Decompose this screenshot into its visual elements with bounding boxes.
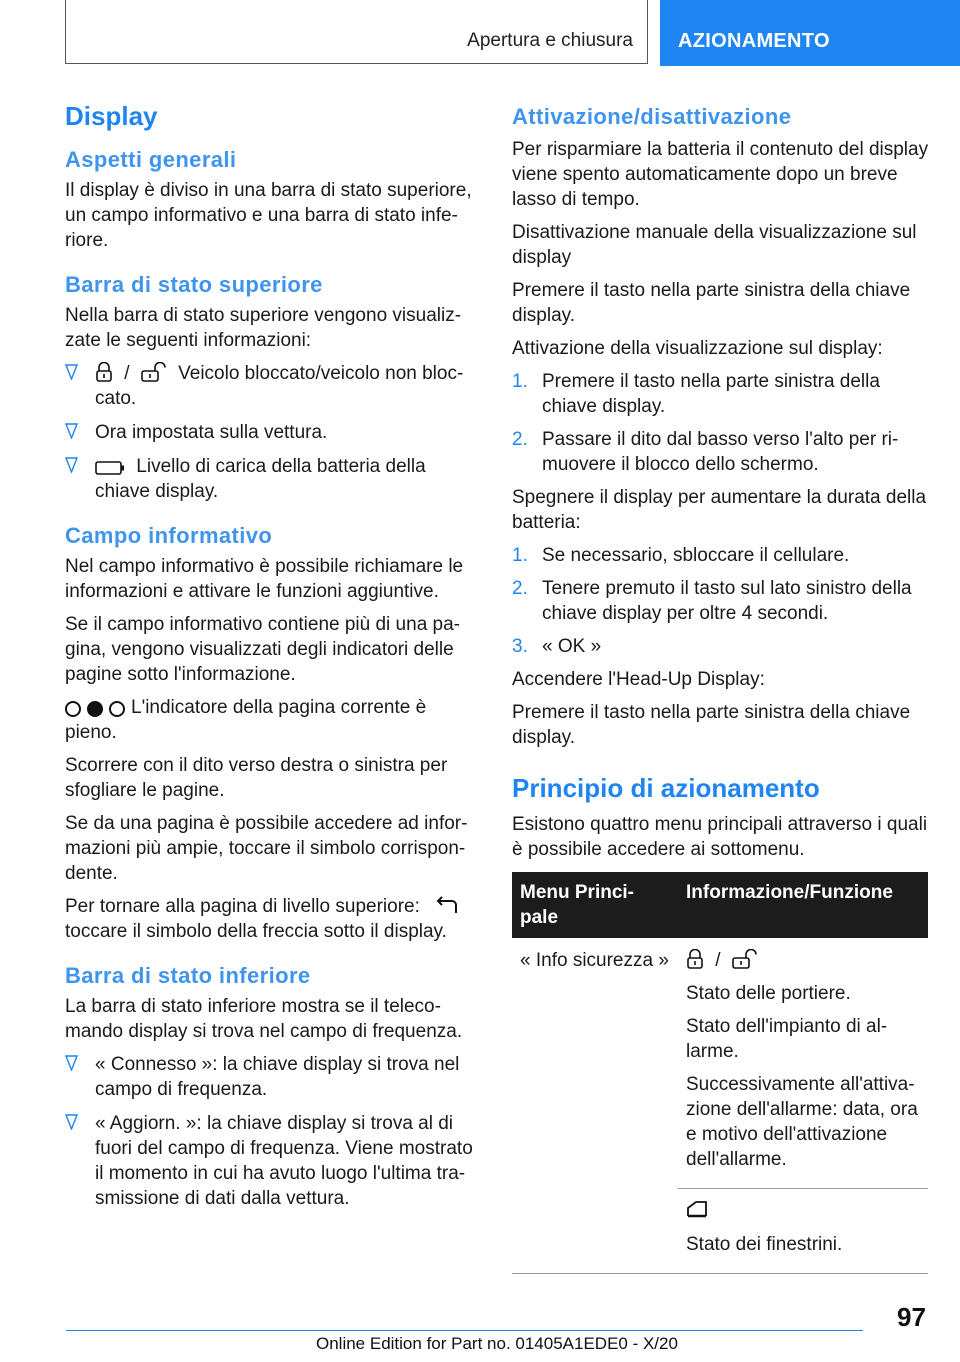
footer-divider [66,1330,863,1331]
list-item [512,543,930,568]
step-text: Tenere premuto il tasto sul lato sinistro della chiave display per oltre 4 secondi. [542,578,912,624]
window-icon [686,1200,710,1220]
list-item [512,369,930,419]
left-column [65,100,483,1221]
lock-open-icon [141,362,167,382]
table-cell-menu [512,938,678,1189]
info-text-2: Se il campo informativo contiene più di una pa-gina, vengono visualizzati degli indicatori delle pagine sotto l'informazione. [65,614,461,685]
top-status-text: Nella barra di stato superiore vengono visualiz-zate le seguenti informazioni: [65,305,462,351]
list-item-text: « Connesso »: la chiave display si trova nel campo di frequenza. [95,1054,460,1100]
activation-text-2: Disattivazione manuale della visualizzazione sul display [512,222,917,268]
bullet-triangle-icon [65,423,78,439]
list-item [65,1111,483,1211]
top-status-list [65,361,483,504]
activation-text-3: Premere il tasto nella parte sinistra della chiave display. [512,280,911,326]
page-dot-empty-icon [65,701,81,717]
info-text-6a: Per tornare alla pagina di livello superiore: [65,896,420,917]
step-number: 3. [512,636,528,657]
info-text-3: L'indicatore della pagina corrente è pieno. [65,697,427,743]
function-line: Stato dei finestrini. [686,1234,843,1255]
header-section-box [65,0,648,64]
bullet-triangle-icon [65,457,78,473]
table-header-menu: Menu Princi-pale [512,872,678,938]
list-item [65,361,483,411]
activation-text-7: Premere il tasto nella parte sinistra della chiave display. [512,702,911,748]
heading-bottom-status-bar: Barra di stato inferiore [65,963,311,988]
info-text-3-row [65,695,483,745]
heading-general: Aspetti generali [65,147,237,172]
bottom-status-text: La barra di stato inferiore mostra se il teleco-mando display si trova nel campo di frequenza. [65,996,463,1042]
table-row [512,1189,928,1274]
table-cell-function [678,1189,928,1274]
heading-operating-principle: Principio di azionamento [512,773,820,803]
info-text-6-row [65,894,483,944]
table-row [512,938,928,1189]
list-item [65,420,483,445]
page-title: Display [65,101,158,131]
step-number: 1. [512,545,528,566]
header-chapter-title: AZIONAMENTO [678,30,830,52]
bullet-triangle-icon [65,1114,78,1130]
info-text-1: Nel campo informativo è possibile richiamare le informazioni e attivare le funzioni aggiuntive. [65,556,464,602]
back-arrow-icon [435,895,459,915]
table-cell-function [678,938,928,1189]
step-text: Premere il tasto nella parte sinistra della chiave display. [542,371,880,417]
right-column [512,103,930,1274]
function-line: Stato delle portiere. [686,983,851,1004]
menu-table [512,872,928,1274]
heading-activation: Attivazione/disattivazione [512,104,792,129]
lock-closed-icon [95,362,113,382]
list-item-text: Ora impostata sulla vettura. [95,422,328,443]
activation-text-1: Per risparmiare la batteria il contenuto del display viene spento automaticamente dopo un breve lasso di tempo. [512,139,929,210]
heading-info-field: Campo informativo [65,523,273,548]
battery-icon [95,461,125,475]
step-text: « OK » [542,636,602,657]
footer-edition: Online Edition for Part no. 01405A1EDE0 - X/20 [316,1334,678,1353]
step-number: 2. [512,578,528,599]
function-line: Successivamente all'attiva-zione dell'allarme: data, ora e motivo dell'attivazione dell'allarme. [686,1074,918,1170]
step-text: Passare il dito dal basso verso l'alto per ri-muovere il blocco dello schermo. [542,429,899,475]
step-text: Se necessario, sbloccare il cellulare. [542,545,850,566]
list-item [65,1052,483,1102]
bullet-triangle-icon [65,364,78,380]
list-item-text: Livello di carica della batteria della chiave display. [95,456,426,502]
list-item-text: Veicolo bloccato/veicolo non bloc-cato. [95,363,464,409]
general-text: Il display è diviso in una barra di stato superiore, un campo informativo e una barra di stato infe-riore. [65,180,472,251]
activation-text-4: Attivazione della visualizzazione sul display: [512,338,883,359]
lock-closed-icon [686,949,704,969]
page-number: 97 [897,1302,926,1332]
info-text-5: Se da una pagina è possibile accedere ad infor-mazioni più ampie, toccare il simbolo corrispon-dente. [65,813,468,884]
lock-icons-row [686,948,920,973]
page-indicator-icon [65,701,125,717]
step-number: 1. [512,371,528,392]
list-item-text: « Aggiorn. »: la chiave display si trova al di fuori del campo di frequenza. Viene mostrato il momento in cui ha avuto luogo l'ultima tra-smissione di dati dalla vettura. [95,1113,473,1209]
list-item [512,634,930,659]
activation-text-5: Spegnere il display per aumentare la durata della batteria: [512,487,927,533]
list-item [512,576,930,626]
slash-separator: / [715,950,721,971]
slash-separator: / [124,363,130,384]
header-chapter-tab [660,0,960,66]
function-line: Stato dell'impianto di al-larme. [686,1016,888,1062]
bullet-triangle-icon [65,1055,78,1071]
heading-top-status-bar: Barra di stato superiore [65,272,323,297]
table-header-row [512,872,928,938]
activation-text-6: Accendere l'Head-Up Display: [512,669,765,690]
activation-steps [512,369,930,477]
switch-off-steps [512,543,930,659]
bottom-status-list [65,1052,483,1211]
table-cell-menu [512,1189,678,1274]
step-number: 2. [512,429,528,450]
info-text-4: Scorrere con il dito verso destra o sinistra per sfogliare le pagine. [65,755,448,801]
lock-open-icon [732,949,758,969]
table-header-function: Informazione/Funzione [678,872,928,938]
window-icon-row [686,1199,920,1224]
info-text-6b: toccare il simbolo della freccia sotto il display. [65,921,447,942]
list-item [512,427,930,477]
page-dot-full-icon [87,701,103,717]
menu-name: « Info sicurezza » [520,950,669,971]
page-dot-empty-icon [109,701,125,717]
list-item [65,454,483,504]
operating-principle-text: Esistono quattro menu principali attraverso i quali è possibile accedere ai sottomenu. [512,814,928,860]
header-section-title: Apertura e chiusura [467,30,633,51]
